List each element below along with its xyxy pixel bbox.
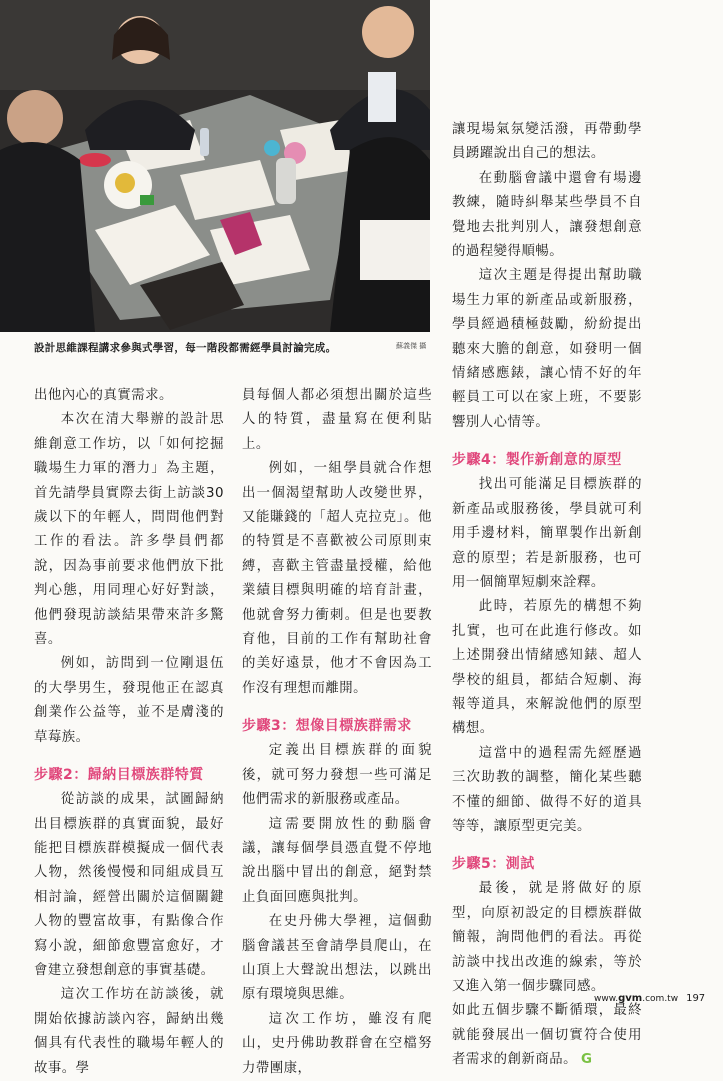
article-paragraph: 例如，訪問到一位剛退伍的大學男生，發現他正在認真創業作公益等，並不是膚淺的草莓族。	[34, 656, 224, 745]
article-paragraph: 這次工作坊，雖沒有爬山，史丹佛助教群會在空檔努力帶團康，	[242, 1011, 432, 1076]
workshop-photo-illustration	[0, 0, 430, 332]
page-footer	[594, 993, 705, 1004]
section-heading: 步驟4：製作新創意的原型	[452, 452, 622, 469]
article-paragraph: 從訪談的成果，試圖歸納出目標族群的真實面貌，最好能把目標族群模擬成一個代表人物，然後慢慢和同組成員互相討論，經營出關於這個關鍵人物的豐富故事，有點像合作寫小說，細節愈豐富愈好，才會建立發想創意的事實基礎。	[34, 792, 224, 978]
article-paragraph: 員每個人都必須想出關於這些人的特質，盡量寫在便利貼上。	[242, 388, 432, 452]
article-paragraph: 這需要開放性的動腦會議，讓每個學員憑直覺不停地說出腦中冒出的創意，絕對禁止負面回應與批判。	[242, 816, 432, 905]
article-paragraph: 如此五個步驟不斷循環，最終就能發展出一個切實符合使用者需求的創新商品。	[452, 1003, 642, 1068]
page-number: 197	[686, 993, 706, 1004]
section-heading: 步驟2：歸納目標族群特質	[34, 767, 204, 784]
article-paragraph: 讓現場氣氛變活潑，再帶動學員踴躍說出自己的想法。	[452, 122, 642, 162]
article-paragraph: 這次工作坊在訪談後，就開始依據訪談內容，歸納出幾個具有代表性的職場年輕人的故事。學	[34, 987, 224, 1076]
workshop-photo	[0, 0, 430, 332]
article-paragraph: 此時，若原先的構想不夠扎實，也可在此進行修改。如上述開發出情緒感知錶、超人學校的組員，都結合短劇、海報等道具，來解說他們的原型構想。	[452, 599, 642, 737]
article-column-1	[34, 384, 224, 1076]
article-paragraph: 本次在清大舉辦的設計思維創意工作坊，以「如何挖掘職場生力軍的潛力」為主題，首先請學員實際去街上訪談30歲以下的年輕人，問問他們對工作的看法。許多學員們都說，因為事前要求他們放下批判心態，用同理心好好對談，他們發現訪談結果帶來許多驚喜。	[34, 412, 224, 648]
article-paragraph: 例如，一組學員就合作想出一個渴望幫助人改變世界，又能賺錢的「超人克拉克」。他的特質是不喜歡被公司原則束縛，喜歡主管盡量授權，給他業績目標與明確的培育計畫，他就會努力衝刺。但是也要教育他，目前的工作有幫助社會的美好遠景，他才不會因為工作沒有理想而離開。	[242, 461, 432, 696]
article-paragraph: 找出可能滿足目標族群的新產品或服務後，學員就可利用手邊材料，簡單製作出新創意的原型；若是新服務，也可用一個簡單短劇來詮釋。	[452, 477, 642, 590]
end-mark-icon: G	[581, 1052, 593, 1068]
article-paragraph: 定義出目標族群的面貌後，就可努力發想一些可滿足他們需求的新服務或產品。	[242, 743, 432, 808]
photo-credit: 蘇義傑 攝	[396, 342, 427, 350]
article-paragraph: 在史丹佛大學裡，這個動腦會議甚至會請學員爬山，在山頂上大聲說出想法，以跳出原有環境與思維。	[242, 914, 432, 1003]
section-heading: 步驟3：想像目標族群需求	[242, 718, 412, 735]
article-paragraph: 這當中的過程需先經歷過三次助教的調整，簡化某些聽不懂的細節、做得不好的道具等等，讓原型更完美。	[452, 745, 642, 834]
article-paragraph: 這次主題是得提出幫助職場生力軍的新產品或新服務，學員經過積極鼓勵，紛紛提出聽來大膽的創意，如發明一個情緒感應錶，讓心情不好的年輕員工可以在家上班，不要影響別人心情等。	[452, 268, 642, 430]
article-paragraph: 出他內心的真實需求。	[34, 388, 173, 403]
article-paragraph: 最後，就是將做好的原型，向原初設定的目標族群做簡報，詢問他們的看法。再從訪談中找出改進的線索，等於又進入第一個步驟同感。	[452, 881, 642, 994]
photo-caption: 設計思維課程講求參與式學習，每一階段都需經學員討論完成。	[34, 342, 337, 354]
section-heading: 步驟5：測試	[452, 856, 535, 873]
article-paragraph: 在動腦會議中還會有場邊教練，隨時糾舉某些學員不自覺地去批判別人，讓發想創意的過程變得順暢。	[452, 170, 642, 260]
website-url[interactable]: www.gvm.com.tw	[594, 993, 679, 1004]
article-column-2	[242, 384, 432, 1076]
